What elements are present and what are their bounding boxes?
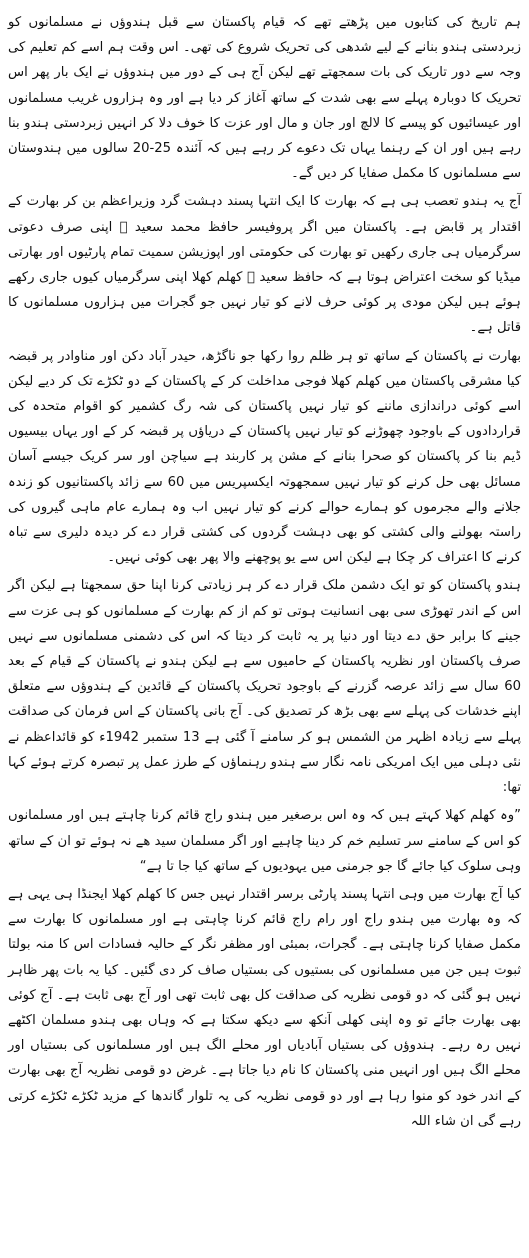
article-paragraph-1: ہم تاریخ کی کتابوں میں پڑھتے تھے کہ قیام پاکستان سے قبل ہندوؤں نے مسلمانوں کو زبردستی ہندو بنانے کے لیے شدھی کی تحریک شروع کی تھی۔ اس وقت ہم اسے کم تعلیم کی وجہ سے دور تاریک کی بات سمجھتے تھے لیکن آج ہی کے دور میں ہندوؤں نے ایک بار پھر اس تحریک کا دوبارہ پہلے سے بھی شدت کے ساتھ آغاز کر دیا ہے اور وہ ہزاروں غریب مسلمانوں اور عیسائیوں کو پیسے کا لالچ اور جان و مال اور عزت کا خوف دلا کر انہیں زبردستی ہندو بنا رہے ہیں اور ان کے رہنما یہاں تک دعوے کر رہے ہیں کہ آئندہ 25-20 سالوں میں ہندوستان سے مسلمانوں کا مکمل صفایا کر دیں گے۔ (8, 15, 521, 182)
article-closing-paragraph: کیا آج بھارت میں وہی انتہا پسند پارٹی برسر اقتدار نہیں جس کا کھلم کھلا ایجنڈا ہی یہی ہے کہ وہ بھارت میں ہندو راج اور رام راج قائم کرنا چاہتی ہے اور مسلمانوں کا بھارت سے مکمل صفایا کرنا چاہتی ہے۔ گجرات، بمبئی اور مظفر نگر کے حالیہ فسادات اس کا منہ بولتا ثبوت ہیں جن میں مسلمانوں کی بستیوں کی بستیاں صاف کر دی گئیں۔ کیا یہ بات پھر ظاہر نہیں ہو گئی کہ دو قومی نظریہ کی صداقت کل بھی ثابت تھی اور آج بھی ثابت ہے۔ آج کوئی بھی بھارت جائے تو وہ اپنی کھلی آنکھ سے دیکھ سکتا ہے کہ وہاں بھی ہندو مسلمان اکٹھے نہیں رہ رہے۔ ہندوؤں کی بستیاں آبادیاں اور محلے الگ ہیں اور مسلمانوں کی بستیاں اور محلے الگ ہیں اور انہیں منی پاکستان کا نام دیا جاتا ہے۔ غرض دو قومی نظریہ آج بھی بھارت کے اندر خود کو منوا رہا ہے اور دو قومی نظریہ کی یہ تلوار گاندھا کے مزید ٹکڑے ٹکڑے کرتی رہے گی ان شاء اللہ (8, 886, 521, 1129)
article-paragraph-3: بھارت نے پاکستان کے ساتھ تو ہر ظلم روا رکھا جو ناگڑھ، حیدر آباد دکن اور مناوادر پر قبضہ کیا مشرقی پاکستان میں کھلم کھلا فوجی مداخلت کر کے پاکستان کے دو ٹکڑے تک کر دیے لیکن اسے کوئی دراندازی ماننے کو تیار نہیں پاکستان کی شہ رگ کشمیر کو اقوام متحدہ کی قراردادوں کے باوجود چھوڑنے کو تیار نہیں پاکستان کے دریاؤں پر قبضہ کر کے اور یہاں بیسیوں ڈیم بنا کر پاکستان کو صحرا بنانے کے مشن پر کاربند ہے سیاچن اور سر کریک جیسے آسان مسائل بھی حل کرنے کو تیار نہیں سمجھوتہ ایکسپریس میں 60 سے زائد پاکستانیوں کو زندہ جلانے والے مجرموں کو ہمارے حوالے کرنے کو تیار نہیں اب وہ ہمارے عام ماہی گیروں کی راستہ بھولنے والی کشتی کو بھی دہشت گردوں کی کشتی قرار دے کر دیدہ دلیری سے تباہ کرنے کا اعتراف کر چکا ہے لیکن اس سے یو پوچھنے والا پھر بھی کوئی نہیں۔ (8, 348, 521, 566)
article-paragraph-2: آج یہ ہندو تعصب ہی ہے کہ بھارت کا ایک انتہا پسند دہشت گرد وزیراعظم بن کر بھارت کے اقتدار پر قابض ہے۔ پاکستان میں اگر پروفیسر حافظ محمد سعید ﷫ اپنی صرف دعوتی سرگرمیاں ہی جاری رکھیں تو بھارت کی حکومتی اور اپوزیشن سمیت تمام پارٹیوں اور بھارتی میڈیا کو سخت اعتراض ہوتا ہے کہ حافظ سعید ﷫ کھلم کھلا اپنی سرگرمیاں کیوں جاری رکھے ہوئے ہیں لیکن مودی پر کوئی حرف لانے کو تیار نہیں جو گجرات میں ہزاروں مسلمانوں کا قاتل ہے۔ (8, 194, 521, 336)
quaid-quote: ”وہ کھلم کھلا کہتے ہیں کہ وہ اس برصغیر میں ہندو راج قائم کرنا چاہتے ہیں اور مسلمانوں کو اس کے سامنے سر تسلیم خم کر دینا چاہیے اور اگر مسلمان سید ھے نہ ہوئے تو ان کے ساتھ وہی سلوک کیا جائے گا جو جرمنی میں یہودیوں کے ساتھ کیا جا تا ہے“ (8, 808, 521, 874)
article-paragraph-4: ہندو پاکستان کو تو ایک دشمن ملک قرار دے کر ہر زیادتی کرنا اپنا حق سمجھتا ہے لیکن اگر اس کے اندر تھوڑی سی بھی انسانیت ہوتی تو کم از کم بھارت کے مسلمانوں کو ہی عزت سے جینے کا برابر حق دے دیتا اور دنیا پر یہ ثابت کر دیتا کہ اس کی دشمنی مسلمانوں سے نہیں صرف پاکستان اور نظریہ پاکستان کے حامیوں سے ہے لیکن ہندو نے پاکستان کے قیام کے بعد 60 سال سے زائد عرصہ گزرنے کے باوجود تحریک پاکستان کے قائدین کے ہندوؤں سے متعلق اپنے خدشات کی پہلے سے بھی بڑھ کر تصدیق کی۔ آج بانی پاکستان کے اس فرمان کی صداقت پہلے سے زیادہ اظہر من الشمس ہو کر سامنے آ گئی ہے 13 ستمبر 1942ء کو قائداعظم نے نئی دہلی میں ایک امریکی نامہ نگار سے ہندو رہنماؤں کے طرز عمل پر تبصرہ کرتے ہوئے کہا تھا: (8, 578, 521, 796)
